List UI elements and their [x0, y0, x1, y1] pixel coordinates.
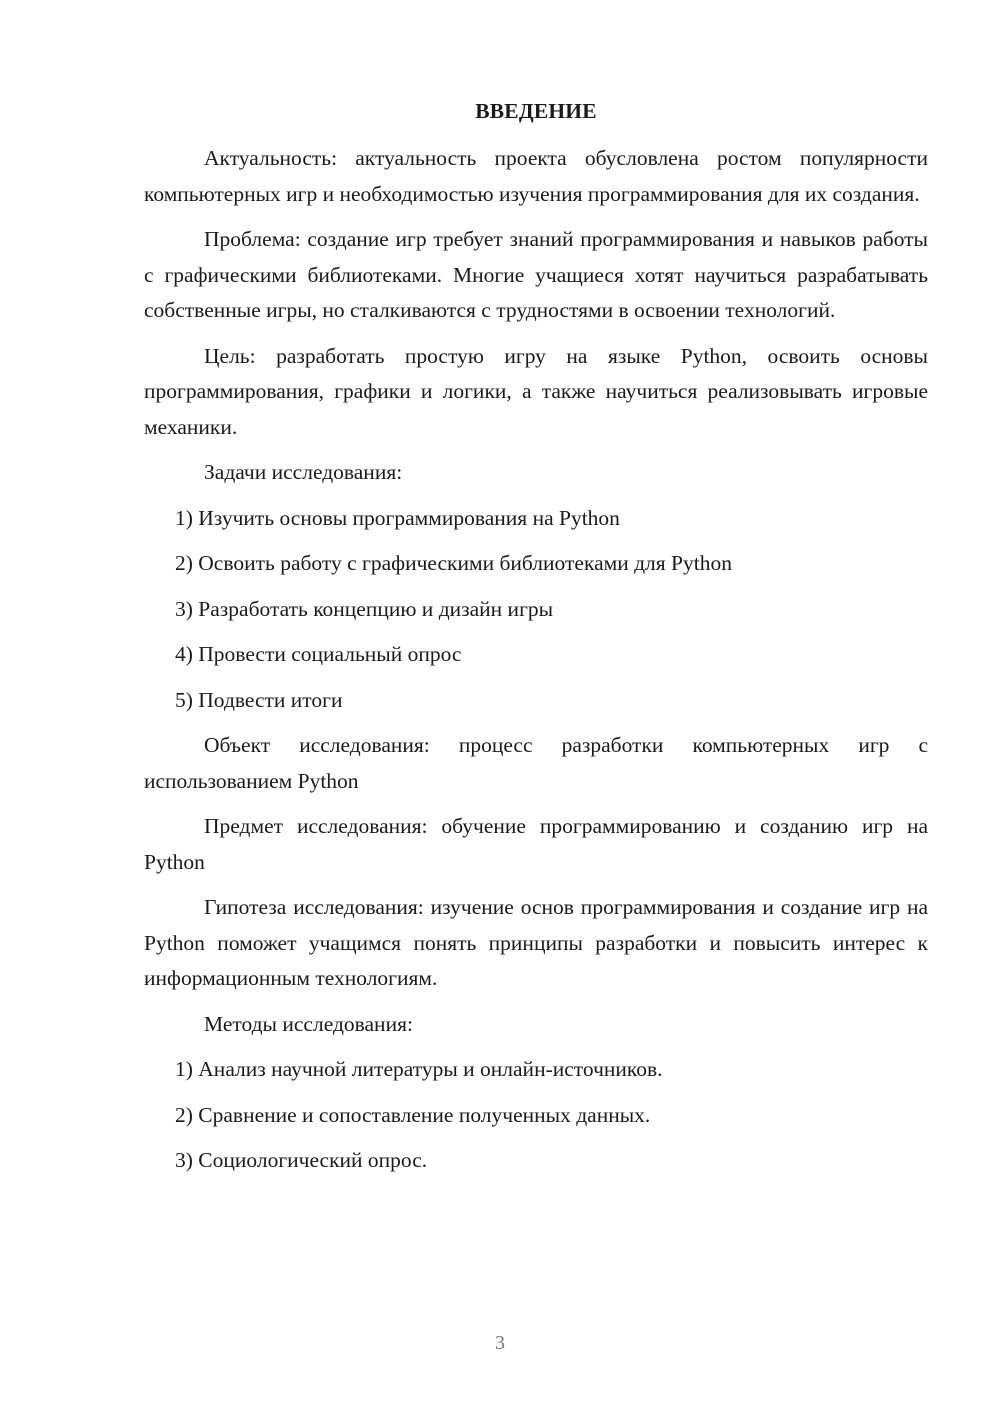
task-item: 4) Провести социальный опрос [175, 642, 462, 666]
tasks-label: Задачи исследования: [204, 460, 403, 484]
page-content [144, 94, 928, 1189]
task-item: 5) Подвести итоги [175, 687, 343, 712]
method-item: 3) Социологический опрос. [175, 1148, 428, 1172]
subject-paragraph: Предмет исследования: обучение программированию и созданию игр на Python [144, 814, 928, 874]
object-paragraph: Объект исследования: процесс разработки компьютерных игр с использованием Python [144, 733, 928, 793]
method-item: 2) Сравнение и сопоставление полученных данных. [175, 1102, 651, 1127]
tasks-list [144, 501, 928, 719]
methods-list [144, 1052, 928, 1179]
task-item: 2) Освоить работу с графическими библиотеками для Python [175, 551, 732, 575]
hypothesis-paragraph: Гипотеза исследования: изучение основ программирования и создание игр на Python поможет учащимся понять принципы разработки и повысить интерес к информационным технологиям. [144, 895, 928, 990]
page-number: 3 [495, 1332, 505, 1354]
relevance-paragraph: Актуальность: актуальность проекта обусловлена ростом популярности компьютерных игр и необходимостью изучения программирования для их создания. [144, 146, 928, 206]
problem-paragraph: Проблема: создание игр требует знаний программирования и навыков работы с графическими библиотеками. Многие учащиеся хотят научиться разрабатывать собственные игры, но сталкиваются с трудностями в освоении технологий. [144, 227, 928, 322]
task-item: 3) Разработать концепцию и дизайн игры [175, 596, 554, 621]
task-item: 1) Изучить основы программирования на Python [175, 505, 620, 530]
section-title: ВВЕДЕНИЕ [475, 99, 597, 123]
goal-paragraph: Цель: разработать простую игру на языке Python, освоить основы программирования, графики и логики, а также научиться реализовывать игровые механики. [144, 343, 928, 439]
method-item: 1) Анализ научной литературы и онлайн-источников. [175, 1057, 663, 1081]
methods-label: Методы исследования: [204, 1011, 413, 1036]
